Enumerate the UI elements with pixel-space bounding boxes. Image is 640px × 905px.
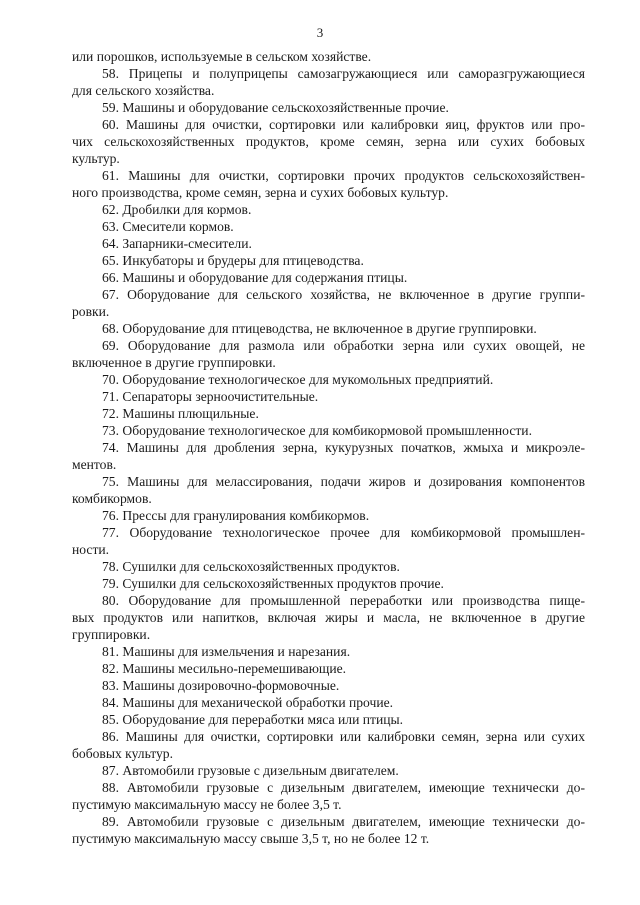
- paragraph-line: чих сельскохозяйственных продуктов, кроме семян, зерна или сухих бобовых: [72, 134, 585, 149]
- document-body: [72, 48, 585, 847]
- paragraph-line: 75. Машины для мелассирования, подачи жиров и дозирования компонентов: [102, 474, 585, 489]
- paragraph-line: 74. Машины для дробления зерна, кукурузных початков, жмыха и микроэле-: [102, 440, 585, 455]
- paragraph-line: 85. Оборудование для переработки мяса или птицы.: [102, 712, 404, 727]
- paragraph-line: 80. Оборудование для промышленной переработки или производства пище-: [102, 593, 585, 608]
- list-paragraph: [72, 48, 585, 65]
- paragraph-line: 86. Машины для очистки, сортировки или калибровки семян, зерна или сухих: [102, 729, 585, 744]
- paragraph-line: 66. Машины и оборудование для содержания птицы.: [102, 270, 408, 285]
- paragraph-line: 63. Смесители кормов.: [102, 219, 234, 234]
- list-paragraph: [72, 65, 585, 99]
- list-paragraph: [72, 779, 585, 813]
- paragraph-line: или порошков, используемые в сельском хозяйстве.: [72, 49, 372, 64]
- list-paragraph: [72, 711, 585, 728]
- paragraph-line: 59. Машины и оборудование сельскохозяйственные прочие.: [102, 100, 449, 115]
- paragraph-line: пустимую максимальную массу свыше 3,5 т, но не более 12 т.: [72, 831, 430, 846]
- list-paragraph: [72, 422, 585, 439]
- paragraph-line: пустимую максимальную массу не более 3,5 т.: [72, 797, 342, 812]
- paragraph-line: 76. Прессы для гранулирования комбикормов.: [102, 508, 370, 523]
- paragraph-line: 60. Машины для очистки, сортировки или калибровки яиц, фруктов или про-: [102, 117, 585, 132]
- page-number: 3: [316, 25, 324, 40]
- list-paragraph: [72, 592, 585, 643]
- list-paragraph: [72, 558, 585, 575]
- list-paragraph: [72, 643, 585, 660]
- list-paragraph: [72, 524, 585, 558]
- list-paragraph: [72, 167, 585, 201]
- list-paragraph: [72, 473, 585, 507]
- paragraph-line: 62. Дробилки для кормов.: [102, 202, 252, 217]
- paragraph-line: 84. Машины для механической обработки прочие.: [102, 695, 394, 710]
- list-paragraph: [72, 252, 585, 269]
- paragraph-line: ности.: [72, 542, 110, 557]
- list-paragraph: [72, 99, 585, 116]
- paragraph-line: 83. Машины дозировочно-формовочные.: [102, 678, 340, 693]
- paragraph-line: комбикормов.: [72, 491, 152, 506]
- list-paragraph: [72, 405, 585, 422]
- list-paragraph: [72, 728, 585, 762]
- paragraph-line: 64. Запарники-смесители.: [102, 236, 252, 251]
- paragraph-line: 87. Автомобили грузовые с дизельным двигателем.: [102, 763, 399, 778]
- paragraph-line: вых продуктов или напитков, включая жиры и масла, не включенное в другие: [72, 610, 585, 625]
- paragraph-line: 72. Машины плющильные.: [102, 406, 259, 421]
- paragraph-line: для сельского хозяйства.: [72, 83, 215, 98]
- paragraph-line: 73. Оборудование технологическое для комбикормовой промышленности.: [102, 423, 532, 438]
- paragraph-line: 61. Машины для очистки, сортировки прочих продуктов сельскохозяйствен-: [102, 168, 585, 183]
- paragraph-line: 77. Оборудование технологическое прочее для комбикормовой промышлен-: [102, 525, 585, 540]
- list-paragraph: [72, 269, 585, 286]
- list-paragraph: [72, 201, 585, 218]
- list-paragraph: [72, 388, 585, 405]
- list-paragraph: [72, 762, 585, 779]
- paragraph-line: 71. Сепараторы зерноочистительные.: [102, 389, 319, 404]
- paragraph-line: 88. Автомобили грузовые с дизельным двигателем, имеющие технически до-: [102, 780, 585, 795]
- paragraph-line: 81. Машины для измельчения и нарезания.: [102, 644, 351, 659]
- list-paragraph: [72, 439, 585, 473]
- paragraph-line: ного производства, кроме семян, зерна и сухих бобовых культур.: [72, 185, 449, 200]
- list-paragraph: [72, 116, 585, 167]
- list-paragraph: [72, 677, 585, 694]
- paragraph-line: включенное в другие группировки.: [72, 355, 276, 370]
- paragraph-line: 68. Оборудование для птицеводства, не включенное в другие группировки.: [102, 321, 537, 336]
- paragraph-line: ментов.: [72, 457, 117, 472]
- list-paragraph: [72, 218, 585, 235]
- list-paragraph: [72, 507, 585, 524]
- paragraph-line: 79. Сушилки для сельскохозяйственных продуктов прочие.: [102, 576, 444, 591]
- paragraph-line: 65. Инкубаторы и брудеры для птицеводства.: [102, 253, 364, 268]
- paragraph-line: 67. Оборудование для сельского хозяйства, не включенное в другие группи-: [102, 287, 585, 302]
- paragraph-line: 82. Машины месильно-перемешивающие.: [102, 661, 347, 676]
- paragraph-line: 69. Оборудование для размола или обработки зерна или сухих овощей, не: [102, 338, 585, 353]
- paragraph-line: 89. Автомобили грузовые с дизельным двигателем, имеющие технически до-: [102, 814, 585, 829]
- list-paragraph: [72, 320, 585, 337]
- paragraph-line: 78. Сушилки для сельскохозяйственных продуктов.: [102, 559, 400, 574]
- list-paragraph: [72, 813, 585, 847]
- list-paragraph: [72, 575, 585, 592]
- list-paragraph: [72, 286, 585, 320]
- paragraph-line: ровки.: [72, 304, 110, 319]
- paragraph-line: 70. Оборудование технологическое для мукомольных предприятий.: [102, 372, 494, 387]
- list-paragraph: [72, 660, 585, 677]
- paragraph-line: бобовых культур.: [72, 746, 174, 761]
- list-paragraph: [72, 371, 585, 388]
- paragraph-line: группировки.: [72, 627, 151, 642]
- paragraph-line: культур.: [72, 151, 120, 166]
- paragraph-line: 58. Прицепы и полуприцепы самозагружающиеся или саморазгружающиеся: [102, 66, 585, 81]
- list-paragraph: [72, 337, 585, 371]
- list-paragraph: [72, 694, 585, 711]
- list-paragraph: [72, 235, 585, 252]
